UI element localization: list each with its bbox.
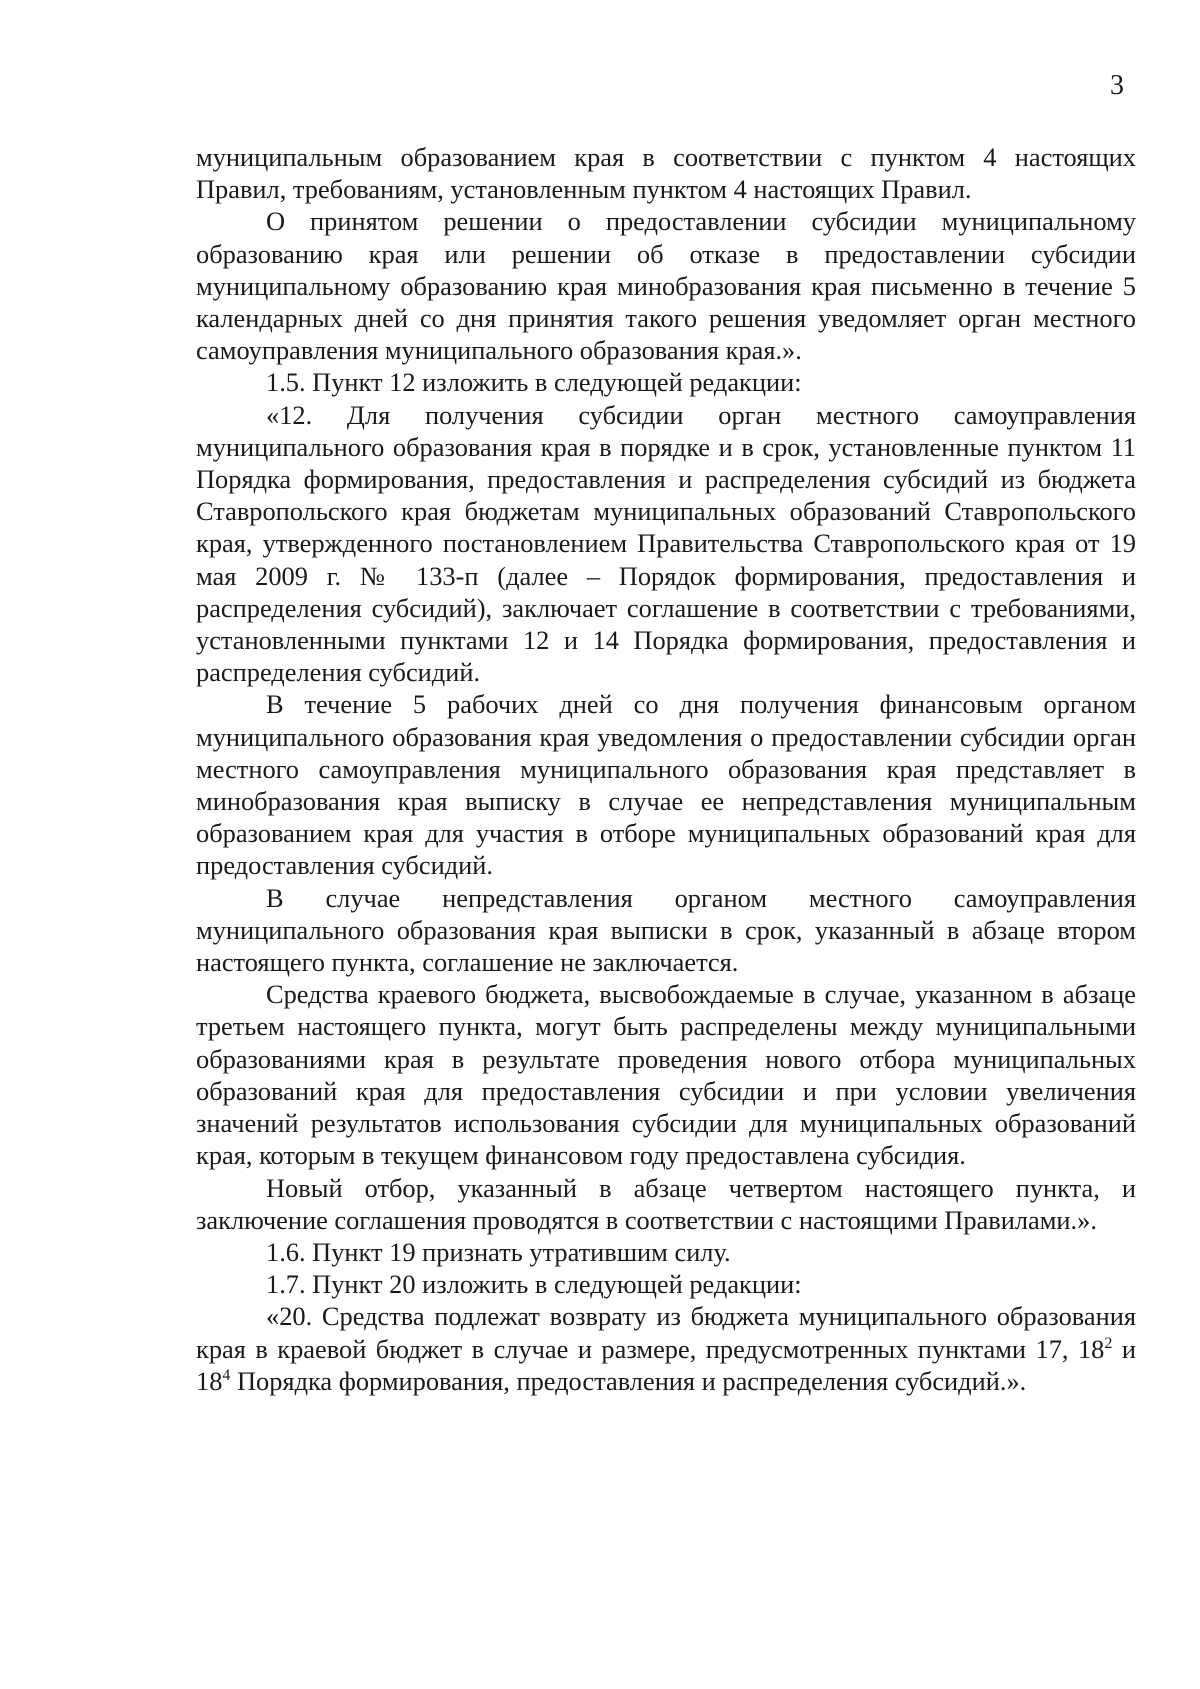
paragraph-8: Новый отбор, указанный в абзаце четвертом настоящего пункта, и заключение соглашения проводятся в соответствии с настоящими Правилами.». xyxy=(196,1172,1136,1235)
paragraph-11-text-before: «20. Средства подлежат возврату из бюджета муниципального образования края в краевой бюджет в случае и размере, предусмотренных пунктами 17, 18 xyxy=(196,1301,1136,1364)
paragraph-6: В случае непредставления органом местного самоуправления муниципального образования края выписки в срок, указанный в абзаце втором настоящего пункта, соглашение не заключается. xyxy=(196,882,1136,978)
paragraph-10: 1.7. Пункт 20 изложить в следующей редакции: xyxy=(266,1269,802,1300)
paragraph-11-text-after: Порядка формирования, предоставления и распределения субсидий.». xyxy=(230,1365,1027,1396)
superscript-1: 2 xyxy=(1104,1334,1113,1352)
page-number: 3 xyxy=(1110,70,1124,101)
paragraph-5: В течение 5 рабочих дней со дня получения финансовым органом муниципального образования края уведомления о предоставлении субсидии орган местного самоуправления муниципального образования края представляет в минобразования края выписку в случае ее непредставления муниципальным образованием края для участия в отборе муниципальных образований края для предоставления субсидий. xyxy=(196,689,1136,881)
paragraph-4: «12. Для получения субсидии орган местного самоуправления муниципального образования края в порядке и в срок, установленные пунктом 11 Порядка формирования, предоставления и распределения субсидий из бюджета Ставропольского края бюджетам муниципальных образований Ставропольского края, утвержденного постановлением Правительства Ставропольского края от 19 мая 2009 г. № 133-п (далее – Порядок формирования, предоставления и распределения субсидий), заключает соглашение в соответствии с требованиями, установленными пунктами 12 и 14 Порядка формирования, предоставления и распределения субсидий. xyxy=(196,399,1136,688)
superscript-2: 4 xyxy=(222,1366,231,1384)
document-body xyxy=(196,141,1136,1397)
paragraph-1: муниципальным образованием края в соответствии с пунктом 4 настоящих Правил, требованиям, установленным пунктом 4 настоящих Правил. xyxy=(196,142,1136,205)
paragraph-9: 1.6. Пункт 19 признать утратившим силу. xyxy=(266,1236,731,1267)
paragraph-7: Средства краевого бюджета, высвобождаемые в случае, указанном в абзаце третьем настоящего пункта, могут быть распределены между муниципальными образованиями края в результате проведения нового отбора муниципальных образований края для предоставления субсидии и при условии увеличения значений результатов использования субсидии для муниципальных образований края, которым в текущем финансовом году предоставлена субсидия. xyxy=(196,979,1136,1171)
paragraph-11-text-middle: и 18 xyxy=(196,1333,1136,1396)
paragraph-3: 1.5. Пункт 12 изложить в следующей редакции: xyxy=(266,367,802,398)
paragraph-2: О принятом решении о предоставлении субсидии муниципальному образованию края или решении об отказе в предоставлении субсидии муниципальному образованию края минобразования края письменно в течение 5 календарных дней со дня принятия такого решения уведомляет орган местного самоуправления муниципального образования края.». xyxy=(196,206,1136,366)
paragraph-11 xyxy=(196,1300,1136,1397)
